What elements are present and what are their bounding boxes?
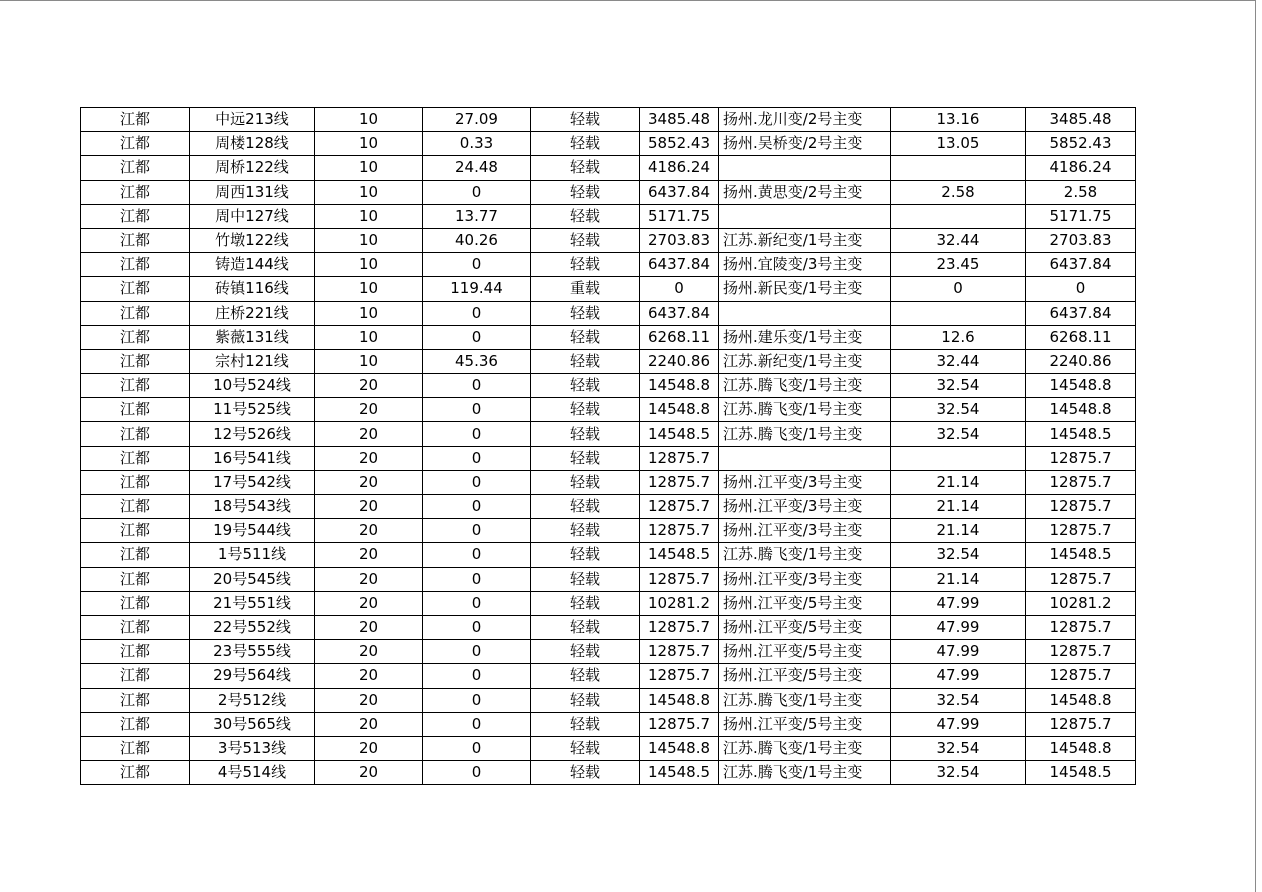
table-row bbox=[81, 640, 1136, 664]
district-cell: 江都 bbox=[81, 761, 190, 785]
line-name-cell: 周桥122线 bbox=[190, 156, 315, 180]
available-capacity-cell: 2703.83 bbox=[1026, 228, 1136, 252]
load-rate-cell: 0 bbox=[423, 567, 531, 591]
district-cell: 江都 bbox=[81, 132, 190, 156]
line-name-cell: 砖镇116线 bbox=[190, 277, 315, 301]
line-name-cell: 周楼128线 bbox=[190, 132, 315, 156]
line-name-cell: 周中127线 bbox=[190, 204, 315, 228]
load-rate-cell: 24.48 bbox=[423, 156, 531, 180]
substation-transformer-cell: 扬州.江平变/5号主变 bbox=[719, 591, 891, 615]
load-rate-cell: 0 bbox=[423, 470, 531, 494]
load-rate-cell: 0 bbox=[423, 301, 531, 325]
load-status-cell: 轻载 bbox=[531, 108, 640, 132]
table-row bbox=[81, 446, 1136, 470]
voltage-cell: 20 bbox=[315, 640, 423, 664]
capacity-cell: 14548.8 bbox=[640, 736, 719, 760]
capacity-cell: 12875.7 bbox=[640, 470, 719, 494]
load-rate-cell: 119.44 bbox=[423, 277, 531, 301]
district-cell: 江都 bbox=[81, 519, 190, 543]
voltage-cell: 10 bbox=[315, 228, 423, 252]
load-rate-cell: 0 bbox=[423, 325, 531, 349]
voltage-cell: 20 bbox=[315, 495, 423, 519]
capacity-cell: 14548.5 bbox=[640, 543, 719, 567]
district-cell: 江都 bbox=[81, 204, 190, 228]
voltage-cell: 10 bbox=[315, 180, 423, 204]
district-cell: 江都 bbox=[81, 180, 190, 204]
load-status-cell: 轻载 bbox=[531, 180, 640, 204]
district-cell: 江都 bbox=[81, 640, 190, 664]
voltage-cell: 20 bbox=[315, 374, 423, 398]
capacity-cell: 14548.8 bbox=[640, 688, 719, 712]
substation-transformer-cell: 江苏.腾飞变/1号主变 bbox=[719, 688, 891, 712]
load-status-cell: 轻载 bbox=[531, 688, 640, 712]
available-capacity-cell: 5852.43 bbox=[1026, 132, 1136, 156]
line-name-cell: 19号544线 bbox=[190, 519, 315, 543]
capacity-cell: 5852.43 bbox=[640, 132, 719, 156]
load-rate-cell: 27.09 bbox=[423, 108, 531, 132]
voltage-cell: 20 bbox=[315, 422, 423, 446]
load-status-cell: 轻载 bbox=[531, 253, 640, 277]
capacity-cell: 14548.8 bbox=[640, 398, 719, 422]
voltage-cell: 20 bbox=[315, 615, 423, 639]
line-name-cell: 22号552线 bbox=[190, 615, 315, 639]
capacity-cell: 12875.7 bbox=[640, 446, 719, 470]
capacity-cell: 12875.7 bbox=[640, 712, 719, 736]
line-name-cell: 1号511线 bbox=[190, 543, 315, 567]
load-rate-cell: 0 bbox=[423, 543, 531, 567]
available-capacity-cell: 14548.5 bbox=[1026, 761, 1136, 785]
district-cell: 江都 bbox=[81, 253, 190, 277]
available-capacity-cell: 12875.7 bbox=[1026, 567, 1136, 591]
substation-transformer-cell: 江苏.腾飞变/1号主变 bbox=[719, 761, 891, 785]
district-cell: 江都 bbox=[81, 688, 190, 712]
transformer-load-rate-cell: 21.14 bbox=[891, 519, 1026, 543]
line-name-cell: 29号564线 bbox=[190, 664, 315, 688]
table-row bbox=[81, 253, 1136, 277]
load-status-cell: 轻载 bbox=[531, 761, 640, 785]
load-status-cell: 轻载 bbox=[531, 640, 640, 664]
load-status-cell: 轻载 bbox=[531, 374, 640, 398]
voltage-cell: 20 bbox=[315, 688, 423, 712]
transformer-load-rate-cell bbox=[891, 446, 1026, 470]
load-status-cell: 重载 bbox=[531, 277, 640, 301]
available-capacity-cell: 14548.5 bbox=[1026, 543, 1136, 567]
district-cell: 江都 bbox=[81, 591, 190, 615]
load-rate-cell: 0 bbox=[423, 736, 531, 760]
table-row bbox=[81, 615, 1136, 639]
capacity-cell: 14548.8 bbox=[640, 374, 719, 398]
line-name-cell: 铸造144线 bbox=[190, 253, 315, 277]
district-cell: 江都 bbox=[81, 567, 190, 591]
line-name-cell: 庄桥221线 bbox=[190, 301, 315, 325]
voltage-cell: 10 bbox=[315, 132, 423, 156]
available-capacity-cell: 12875.7 bbox=[1026, 712, 1136, 736]
available-capacity-cell: 0 bbox=[1026, 277, 1136, 301]
substation-transformer-cell: 江苏.新纪变/1号主变 bbox=[719, 228, 891, 252]
substation-transformer-cell: 江苏.腾飞变/1号主变 bbox=[719, 422, 891, 446]
voltage-cell: 10 bbox=[315, 325, 423, 349]
substation-transformer-cell bbox=[719, 301, 891, 325]
load-rate-cell: 0 bbox=[423, 640, 531, 664]
substation-transformer-cell: 江苏.腾飞变/1号主变 bbox=[719, 736, 891, 760]
table-row bbox=[81, 422, 1136, 446]
load-status-cell: 轻载 bbox=[531, 736, 640, 760]
line-name-cell: 10号524线 bbox=[190, 374, 315, 398]
line-name-cell: 23号555线 bbox=[190, 640, 315, 664]
load-rate-cell: 0 bbox=[423, 398, 531, 422]
substation-transformer-cell: 扬州.江平变/3号主变 bbox=[719, 470, 891, 494]
capacity-cell: 5171.75 bbox=[640, 204, 719, 228]
load-status-cell: 轻载 bbox=[531, 422, 640, 446]
available-capacity-cell: 6437.84 bbox=[1026, 301, 1136, 325]
substation-transformer-cell: 扬州.江平变/5号主变 bbox=[719, 640, 891, 664]
district-cell: 江都 bbox=[81, 446, 190, 470]
district-cell: 江都 bbox=[81, 277, 190, 301]
table-row bbox=[81, 374, 1136, 398]
voltage-cell: 20 bbox=[315, 446, 423, 470]
available-capacity-cell: 14548.8 bbox=[1026, 398, 1136, 422]
table-row bbox=[81, 519, 1136, 543]
available-capacity-cell: 3485.48 bbox=[1026, 108, 1136, 132]
transformer-load-rate-cell: 21.14 bbox=[891, 567, 1026, 591]
line-name-cell: 12号526线 bbox=[190, 422, 315, 446]
load-rate-cell: 45.36 bbox=[423, 349, 531, 373]
substation-transformer-cell: 江苏.腾飞变/1号主变 bbox=[719, 398, 891, 422]
load-rate-cell: 0 bbox=[423, 180, 531, 204]
district-cell: 江都 bbox=[81, 108, 190, 132]
table-row bbox=[81, 470, 1136, 494]
load-rate-cell: 0 bbox=[423, 374, 531, 398]
table-row bbox=[81, 688, 1136, 712]
available-capacity-cell: 14548.8 bbox=[1026, 374, 1136, 398]
substation-transformer-cell: 扬州.江平变/5号主变 bbox=[719, 712, 891, 736]
load-status-cell: 轻载 bbox=[531, 301, 640, 325]
transformer-load-rate-cell: 2.58 bbox=[891, 180, 1026, 204]
capacity-cell: 14548.5 bbox=[640, 422, 719, 446]
load-status-cell: 轻载 bbox=[531, 228, 640, 252]
line-name-cell: 4号514线 bbox=[190, 761, 315, 785]
capacity-cell: 14548.5 bbox=[640, 761, 719, 785]
district-cell: 江都 bbox=[81, 422, 190, 446]
line-name-cell: 紫薇131线 bbox=[190, 325, 315, 349]
capacity-cell: 12875.7 bbox=[640, 495, 719, 519]
available-capacity-cell: 14548.5 bbox=[1026, 422, 1136, 446]
district-cell: 江都 bbox=[81, 736, 190, 760]
table-row bbox=[81, 156, 1136, 180]
transformer-load-rate-cell: 23.45 bbox=[891, 253, 1026, 277]
available-capacity-cell: 4186.24 bbox=[1026, 156, 1136, 180]
line-name-cell: 3号513线 bbox=[190, 736, 315, 760]
available-capacity-cell: 10281.2 bbox=[1026, 591, 1136, 615]
load-rate-cell: 0 bbox=[423, 253, 531, 277]
transformer-load-rate-cell: 47.99 bbox=[891, 640, 1026, 664]
load-status-cell: 轻载 bbox=[531, 495, 640, 519]
load-status-cell: 轻载 bbox=[531, 567, 640, 591]
load-rate-cell: 0 bbox=[423, 712, 531, 736]
transformer-load-rate-cell: 47.99 bbox=[891, 664, 1026, 688]
load-status-cell: 轻载 bbox=[531, 543, 640, 567]
substation-transformer-cell: 扬州.江平变/5号主变 bbox=[719, 615, 891, 639]
voltage-cell: 10 bbox=[315, 156, 423, 180]
load-status-cell: 轻载 bbox=[531, 615, 640, 639]
voltage-cell: 10 bbox=[315, 277, 423, 301]
available-capacity-cell: 12875.7 bbox=[1026, 519, 1136, 543]
table-row bbox=[81, 736, 1136, 760]
substation-transformer-cell: 江苏.腾飞变/1号主变 bbox=[719, 543, 891, 567]
voltage-cell: 10 bbox=[315, 349, 423, 373]
transformer-load-rate-cell: 0 bbox=[891, 277, 1026, 301]
available-capacity-cell: 12875.7 bbox=[1026, 446, 1136, 470]
transformer-load-rate-cell: 21.14 bbox=[891, 495, 1026, 519]
voltage-cell: 20 bbox=[315, 736, 423, 760]
substation-transformer-cell: 扬州.江平变/3号主变 bbox=[719, 495, 891, 519]
substation-transformer-cell: 扬州.江平变/3号主变 bbox=[719, 567, 891, 591]
transformer-load-rate-cell: 12.6 bbox=[891, 325, 1026, 349]
line-name-cell: 30号565线 bbox=[190, 712, 315, 736]
voltage-cell: 20 bbox=[315, 519, 423, 543]
line-name-cell: 周西131线 bbox=[190, 180, 315, 204]
capacity-cell: 12875.7 bbox=[640, 640, 719, 664]
district-cell: 江都 bbox=[81, 615, 190, 639]
load-rate-cell: 0 bbox=[423, 422, 531, 446]
capacity-cell: 4186.24 bbox=[640, 156, 719, 180]
load-rate-cell: 0 bbox=[423, 615, 531, 639]
capacity-cell: 6437.84 bbox=[640, 301, 719, 325]
table-row bbox=[81, 398, 1136, 422]
load-status-cell: 轻载 bbox=[531, 204, 640, 228]
transformer-load-rate-cell: 47.99 bbox=[891, 591, 1026, 615]
available-capacity-cell: 14548.8 bbox=[1026, 688, 1136, 712]
load-status-cell: 轻载 bbox=[531, 132, 640, 156]
line-name-cell: 18号543线 bbox=[190, 495, 315, 519]
capacity-cell: 12875.7 bbox=[640, 664, 719, 688]
table-row bbox=[81, 712, 1136, 736]
capacity-cell: 2240.86 bbox=[640, 349, 719, 373]
substation-transformer-cell bbox=[719, 156, 891, 180]
load-rate-cell: 0.33 bbox=[423, 132, 531, 156]
load-rate-cell: 0 bbox=[423, 519, 531, 543]
substation-transformer-cell bbox=[719, 446, 891, 470]
transformer-load-rate-cell: 32.54 bbox=[891, 374, 1026, 398]
line-name-cell: 11号525线 bbox=[190, 398, 315, 422]
voltage-cell: 10 bbox=[315, 253, 423, 277]
capacity-cell: 6437.84 bbox=[640, 253, 719, 277]
voltage-cell: 20 bbox=[315, 761, 423, 785]
load-status-cell: 轻载 bbox=[531, 664, 640, 688]
capacity-cell: 6437.84 bbox=[640, 180, 719, 204]
district-cell: 江都 bbox=[81, 301, 190, 325]
load-rate-cell: 0 bbox=[423, 664, 531, 688]
substation-transformer-cell: 扬州.新民变/1号主变 bbox=[719, 277, 891, 301]
table-row bbox=[81, 301, 1136, 325]
district-cell: 江都 bbox=[81, 470, 190, 494]
substation-transformer-cell: 扬州.龙川变/2号主变 bbox=[719, 108, 891, 132]
transformer-load-rate-cell: 32.54 bbox=[891, 761, 1026, 785]
district-cell: 江都 bbox=[81, 712, 190, 736]
substation-transformer-cell: 扬州.黄思变/2号主变 bbox=[719, 180, 891, 204]
capacity-cell: 12875.7 bbox=[640, 567, 719, 591]
transformer-load-rate-cell: 32.54 bbox=[891, 688, 1026, 712]
voltage-cell: 20 bbox=[315, 712, 423, 736]
table-row bbox=[81, 761, 1136, 785]
available-capacity-cell: 12875.7 bbox=[1026, 615, 1136, 639]
line-name-cell: 竹墩122线 bbox=[190, 228, 315, 252]
data-table-container bbox=[80, 107, 1136, 785]
load-rate-cell: 40.26 bbox=[423, 228, 531, 252]
substation-transformer-cell: 江苏.腾飞变/1号主变 bbox=[719, 374, 891, 398]
substation-transformer-cell: 扬州.吴桥变/2号主变 bbox=[719, 132, 891, 156]
voltage-cell: 20 bbox=[315, 470, 423, 494]
load-status-cell: 轻载 bbox=[531, 349, 640, 373]
district-cell: 江都 bbox=[81, 495, 190, 519]
available-capacity-cell: 2240.86 bbox=[1026, 349, 1136, 373]
transformer-load-rate-cell: 32.44 bbox=[891, 349, 1026, 373]
load-status-cell: 轻载 bbox=[531, 712, 640, 736]
load-status-cell: 轻载 bbox=[531, 156, 640, 180]
table-row bbox=[81, 591, 1136, 615]
line-name-cell: 20号545线 bbox=[190, 567, 315, 591]
table-row bbox=[81, 108, 1136, 132]
line-name-cell: 16号541线 bbox=[190, 446, 315, 470]
available-capacity-cell: 6437.84 bbox=[1026, 253, 1136, 277]
load-status-cell: 轻载 bbox=[531, 470, 640, 494]
available-capacity-cell: 5171.75 bbox=[1026, 204, 1136, 228]
table-row bbox=[81, 325, 1136, 349]
line-name-cell: 17号542线 bbox=[190, 470, 315, 494]
district-cell: 江都 bbox=[81, 325, 190, 349]
table-row bbox=[81, 349, 1136, 373]
load-status-cell: 轻载 bbox=[531, 325, 640, 349]
substation-transformer-cell: 江苏.新纪变/1号主变 bbox=[719, 349, 891, 373]
transformer-load-rate-cell: 32.54 bbox=[891, 398, 1026, 422]
available-capacity-cell: 2.58 bbox=[1026, 180, 1136, 204]
transformer-load-rate-cell: 32.54 bbox=[891, 736, 1026, 760]
voltage-cell: 20 bbox=[315, 664, 423, 688]
substation-transformer-cell: 扬州.江平变/5号主变 bbox=[719, 664, 891, 688]
voltage-cell: 20 bbox=[315, 567, 423, 591]
voltage-cell: 10 bbox=[315, 204, 423, 228]
load-status-cell: 轻载 bbox=[531, 519, 640, 543]
voltage-cell: 20 bbox=[315, 543, 423, 567]
substation-transformer-cell bbox=[719, 204, 891, 228]
district-cell: 江都 bbox=[81, 664, 190, 688]
available-capacity-cell: 6268.11 bbox=[1026, 325, 1136, 349]
available-capacity-cell: 14548.8 bbox=[1026, 736, 1136, 760]
table-row bbox=[81, 180, 1136, 204]
voltage-cell: 20 bbox=[315, 591, 423, 615]
capacity-cell: 10281.2 bbox=[640, 591, 719, 615]
voltage-cell: 10 bbox=[315, 108, 423, 132]
load-rate-cell: 0 bbox=[423, 495, 531, 519]
voltage-cell: 10 bbox=[315, 301, 423, 325]
transformer-load-rate-cell: 21.14 bbox=[891, 470, 1026, 494]
district-cell: 江都 bbox=[81, 349, 190, 373]
substation-transformer-cell: 扬州.宜陵变/3号主变 bbox=[719, 253, 891, 277]
load-status-cell: 轻载 bbox=[531, 398, 640, 422]
line-name-cell: 2号512线 bbox=[190, 688, 315, 712]
transformer-load-rate-cell: 32.54 bbox=[891, 422, 1026, 446]
line-name-cell: 宗村121线 bbox=[190, 349, 315, 373]
load-status-cell: 轻载 bbox=[531, 446, 640, 470]
capacity-cell: 6268.11 bbox=[640, 325, 719, 349]
transformer-load-rate-cell: 32.44 bbox=[891, 228, 1026, 252]
available-capacity-cell: 12875.7 bbox=[1026, 470, 1136, 494]
table-row bbox=[81, 228, 1136, 252]
district-cell: 江都 bbox=[81, 398, 190, 422]
transformer-load-rate-cell bbox=[891, 156, 1026, 180]
substation-transformer-cell: 扬州.建乐变/1号主变 bbox=[719, 325, 891, 349]
available-capacity-cell: 12875.7 bbox=[1026, 640, 1136, 664]
district-cell: 江都 bbox=[81, 228, 190, 252]
transformer-load-rate-cell: 47.99 bbox=[891, 712, 1026, 736]
available-capacity-cell: 12875.7 bbox=[1026, 495, 1136, 519]
load-rate-cell: 0 bbox=[423, 446, 531, 470]
table-body bbox=[81, 108, 1136, 785]
capacity-cell: 12875.7 bbox=[640, 615, 719, 639]
load-rate-cell: 0 bbox=[423, 591, 531, 615]
load-rate-cell: 0 bbox=[423, 761, 531, 785]
capacity-cell: 0 bbox=[640, 277, 719, 301]
transformer-load-rate-cell: 13.16 bbox=[891, 108, 1026, 132]
line-name-cell: 21号551线 bbox=[190, 591, 315, 615]
transformer-load-rate-cell bbox=[891, 301, 1026, 325]
transformer-load-rate-cell bbox=[891, 204, 1026, 228]
table-row bbox=[81, 204, 1136, 228]
substation-transformer-cell: 扬州.江平变/3号主变 bbox=[719, 519, 891, 543]
table-row bbox=[81, 664, 1136, 688]
table-row bbox=[81, 277, 1136, 301]
feeder-load-table bbox=[80, 107, 1136, 785]
transformer-load-rate-cell: 32.54 bbox=[891, 543, 1026, 567]
table-row bbox=[81, 567, 1136, 591]
district-cell: 江都 bbox=[81, 543, 190, 567]
load-status-cell: 轻载 bbox=[531, 591, 640, 615]
table-row bbox=[81, 495, 1136, 519]
line-name-cell: 中远213线 bbox=[190, 108, 315, 132]
table-row bbox=[81, 132, 1136, 156]
transformer-load-rate-cell: 13.05 bbox=[891, 132, 1026, 156]
district-cell: 江都 bbox=[81, 374, 190, 398]
capacity-cell: 2703.83 bbox=[640, 228, 719, 252]
load-rate-cell: 13.77 bbox=[423, 204, 531, 228]
transformer-load-rate-cell: 47.99 bbox=[891, 615, 1026, 639]
capacity-cell: 12875.7 bbox=[640, 519, 719, 543]
voltage-cell: 20 bbox=[315, 398, 423, 422]
capacity-cell: 3485.48 bbox=[640, 108, 719, 132]
table-row bbox=[81, 543, 1136, 567]
load-rate-cell: 0 bbox=[423, 688, 531, 712]
district-cell: 江都 bbox=[81, 156, 190, 180]
available-capacity-cell: 12875.7 bbox=[1026, 664, 1136, 688]
